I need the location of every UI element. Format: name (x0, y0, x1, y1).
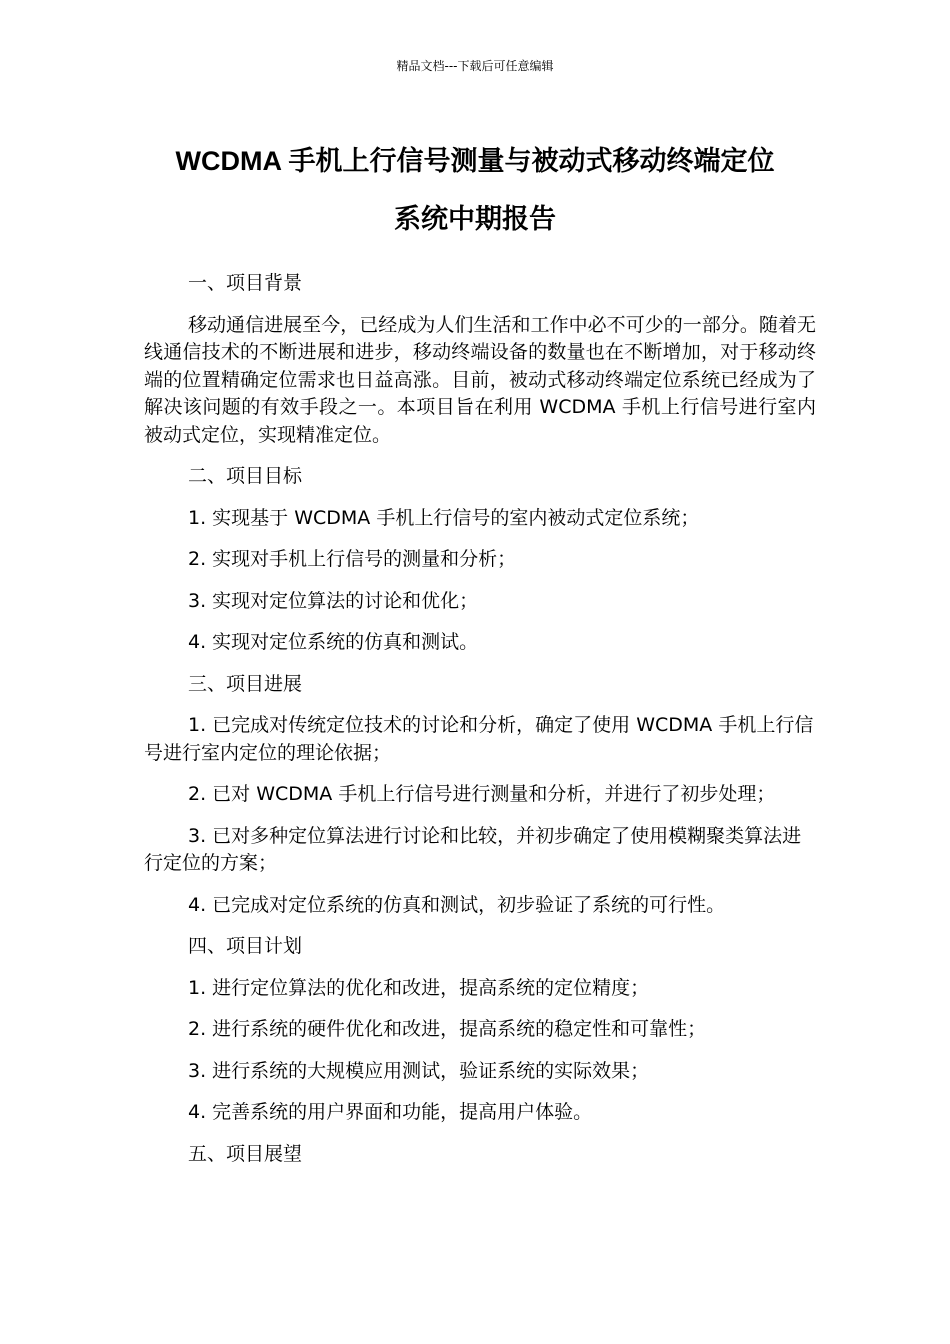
goal-item: 1. 实现基于 WCDMA 手机上行信号的室内被动式定位系统； (188, 506, 700, 529)
plan-item: 2. 进行系统的硬件优化和改进，提高系统的稳定性和可靠性； (188, 1018, 707, 1040)
goal-item: 3. 实现对定位算法的讨论和优化； (188, 589, 479, 612)
section-heading-goals: 二、项目目标 (188, 465, 303, 487)
plan-item: 1. 进行定位算法的优化和改进，提高系统的定位精度； (188, 976, 650, 999)
document-title (140, 132, 810, 248)
progress-item: 4. 已完成对定位系统的仿真和测试，初步验证了系统的可行性。 (188, 893, 726, 916)
section-heading-background: 一、项目背景 (188, 272, 303, 294)
section-heading-outlook: 五、项目展望 (188, 1142, 303, 1165)
progress-item: 2. 已对 WCDMA 手机上行信号进行测量和分析，并进行了初步处理； (188, 783, 776, 805)
page-header: 精品文档---下载后可任意编辑 (396, 59, 554, 73)
progress-item: 3. 已对多种定位算法进行讨论和比较，并初步确定了使用模糊聚类算法进行定位的方案； (144, 824, 802, 874)
goal-item: 2. 实现对手机上行信号的测量和分析； (188, 548, 517, 570)
goal-item: 4. 实现对定位系统的仿真和测试。 (188, 631, 479, 653)
plan-item: 4. 完善系统的用户界面和功能，提高用户体验。 (188, 1101, 593, 1123)
section-heading-progress: 三、项目进展 (188, 672, 303, 695)
title-line-1: WCDMA 手机上行信号测量与被动式移动终端定位 (175, 146, 775, 176)
plan-item: 3. 进行系统的大规模应用测试，验证系统的实际效果； (188, 1059, 650, 1082)
progress-item: 1. 已完成对传统定位技术的讨论和分析，确定了使用 WCDMA 手机上行信号进行室内定位的理论依据； (144, 714, 814, 764)
section-heading-plan: 四、项目计划 (188, 935, 303, 957)
background-paragraph: 移动通信进展至今，已经成为人们生活和工作中必不可少的一部分。随着无线通信技术的不断进展和进步，移动终端设备的数量也在不断增加，对于移动终端的位置精确定位需求也日益高涨。目前，被动式移动终端定位系统已经成为了解决该问题的有效手段之一。本项目旨在利用 WCDMA 手机上行信号进行室内被动式定位，实现精准定位。 (144, 313, 816, 446)
title-line-2: 系统中期报告 (394, 204, 556, 234)
document-body (144, 270, 816, 1182)
